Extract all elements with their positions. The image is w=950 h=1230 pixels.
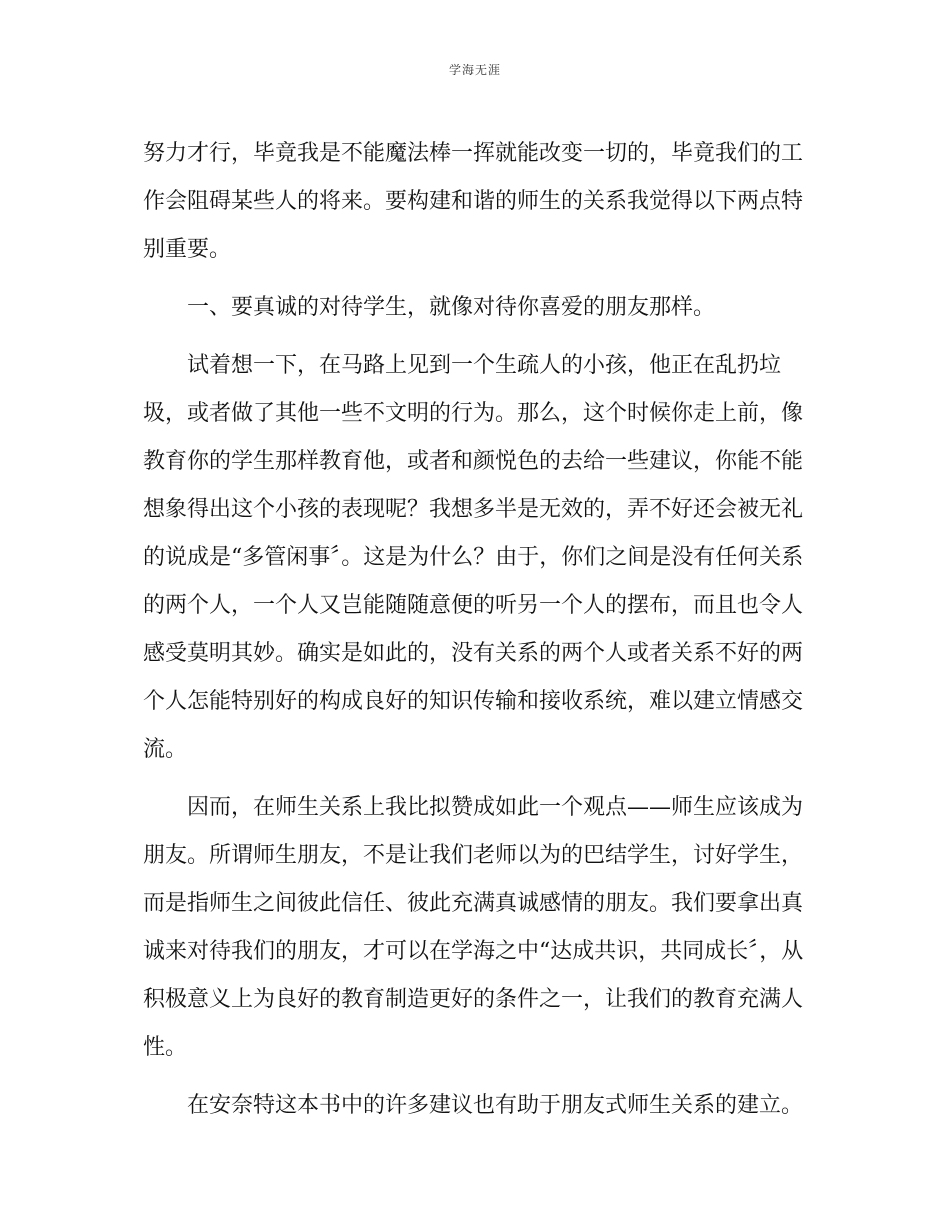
paragraph-continuation: 努力才行，毕竟我是不能魔法棒一挥就能改变一切的，毕竟我们的工作会阻碍某些人的将来。要构建和谐的师生的关系我觉得以下两点特别重要。 — [143, 141, 804, 262]
paragraph-viewpoint: 因而，在师生关系上我比拟赞成如此一个观点——师生应该成为朋友。所谓师生朋友，不是让我们老师以为的巴结学生，讨好学生，而是指师生之间彼此信任、彼此充满真诚感情的朋友。我们要拿出真诚来对待我们的朋友，才可以在学海之中“达成共识，共同成长〞，从积极意义上为良好的教育制造更好的条件之一，让我们的教育充满人性。 — [143, 795, 804, 1060]
paragraph-book-note: 在安奈特这本书中的许多建议也有助于朋友式师生关系的建立。 — [187, 1093, 804, 1118]
document-body — [143, 130, 807, 1130]
paragraph-example: 试着想一下，在马路上见到一个生疏人的小孩，他正在乱扔垃圾，或者做了其他一些不文明的行为。那么，这个时候你走上前，像教育你的学生那样教育他，或者和颜悦色的去给一些建议，你能不能想象得出这个小孩的表现呢？我想多半是无效的，弄不好还会被无礼的说成是“多管闲事〞。这是为什么？由于，你们之间是没有任何关系的两个人，一个人又岂能随随意便的听另一个人的摆布，而且也令人感受莫明其妙。确实是如此的，没有关系的两个人或者关系不好的两个人怎能特别好的构成良好的知识传输和接收系统，难以建立情感交流。 — [143, 353, 804, 762]
paragraph-heading-one: 一、要真诚的对待学生，就像对待你喜爱的朋友那样。 — [187, 295, 716, 320]
page-header: 学海无涯 — [448, 63, 501, 77]
